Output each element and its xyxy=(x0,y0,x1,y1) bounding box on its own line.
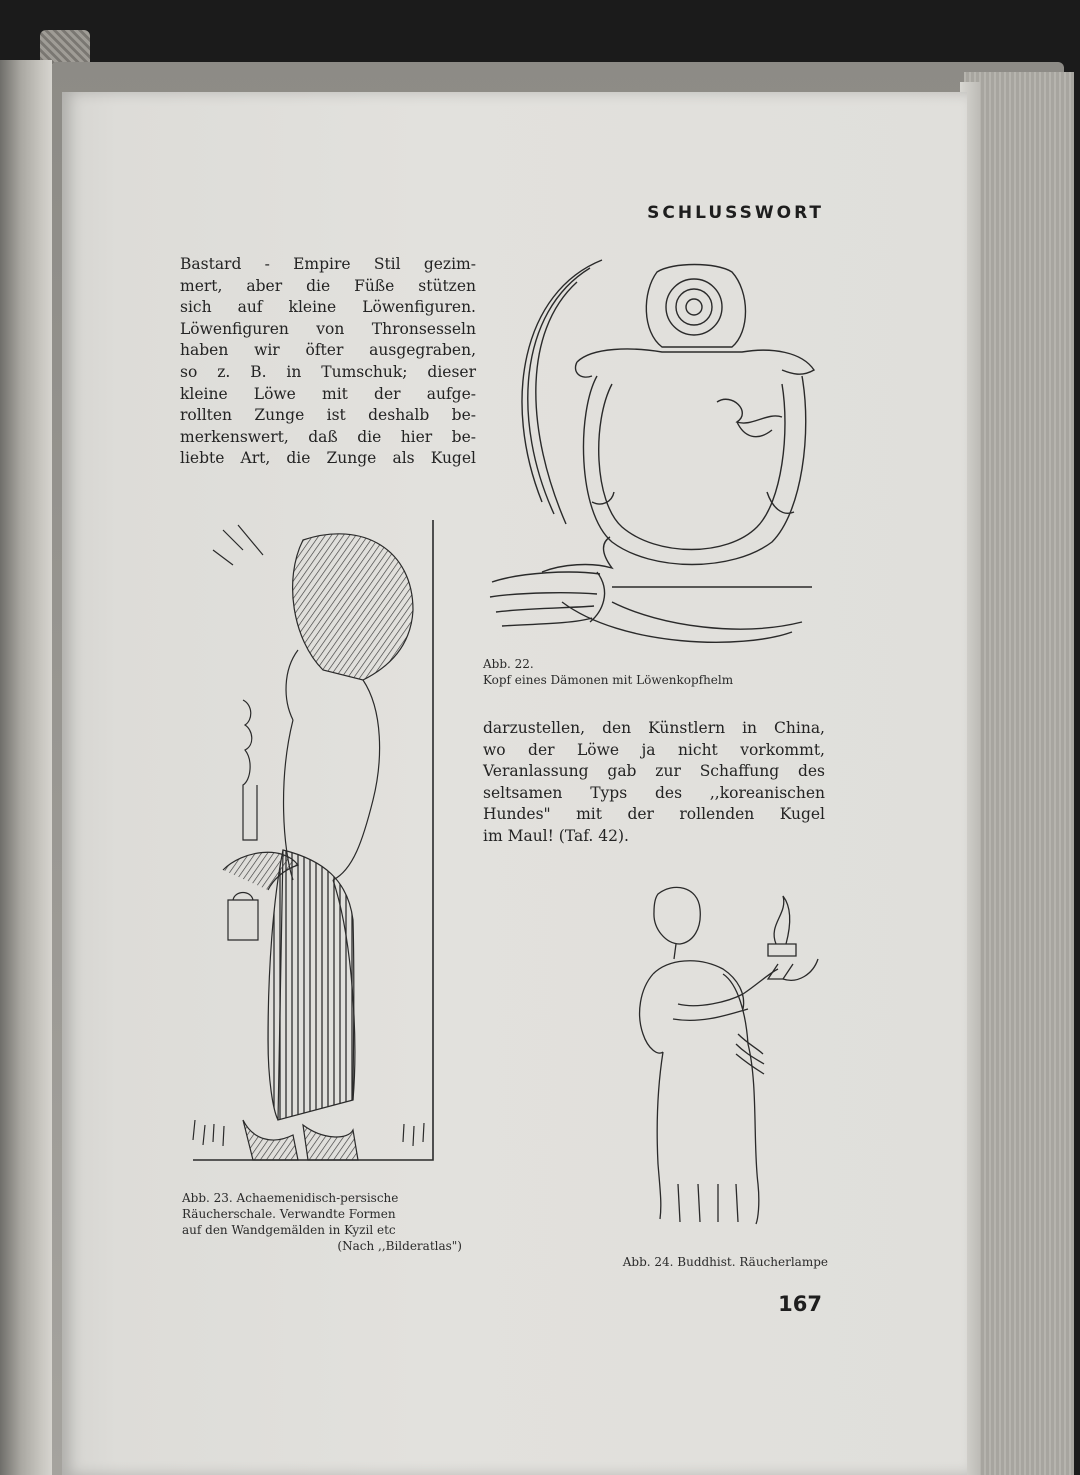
text-line: im Maul! (Taf. 42). xyxy=(483,826,629,845)
caption-line: (Nach ,,Bilderatlas") xyxy=(337,1239,462,1253)
text-line: wo der Löwe ja nicht vorkommt, xyxy=(483,740,825,759)
running-header: SCHLUSSWORT xyxy=(647,203,824,223)
figure-24-caption: Abb. 24. Buddhist. Räucherlampe xyxy=(622,1255,828,1269)
text-line: rollten Zunge ist deshalb be- xyxy=(180,406,476,425)
caption-line: auf den Wandgemälden in Kyzil etc xyxy=(182,1223,396,1237)
text-line: Löwenfiguren von Thronsesseln xyxy=(180,319,476,338)
previous-page-edge xyxy=(0,60,52,1475)
caption-line: Abb. 23. Achaemenidisch-persische xyxy=(182,1191,399,1205)
text-line: Bastard - Empire Stil gezim- xyxy=(180,255,476,273)
figure-22-label: Abb. 22. xyxy=(483,657,534,671)
figure-22-description: Kopf eines Dämonen mit Löwenkopfhelm xyxy=(483,673,734,687)
text-line: mert, aber die Füße stützen xyxy=(180,276,476,295)
text-line: Veranlassung gab zur Schaffung des xyxy=(483,762,825,781)
book-cover-side xyxy=(964,72,1074,1475)
caption-line: Räucherschale. Verwandte Formen xyxy=(182,1207,396,1221)
text-line: Hundes" mit der rollenden Kugel xyxy=(483,805,825,824)
text-line: merkenswert, daß die hier be- xyxy=(180,427,476,446)
figure-23-caption xyxy=(182,1190,462,1254)
figure-22-demon-head xyxy=(482,252,830,650)
text-line: seltsamen Typs des ,,koreanischen xyxy=(483,783,825,802)
text-line: liebte Art, die Zunge als Kugel xyxy=(180,449,476,468)
right-column-text xyxy=(483,718,825,848)
figure-24-buddhist-figure xyxy=(618,884,828,1229)
text-line: sich auf kleine Löwenfiguren. xyxy=(180,298,476,317)
text-line: so z. B. in Tumschuk; dieser xyxy=(180,362,476,381)
text-line: haben wir öfter ausgegraben, xyxy=(180,341,476,360)
figure-22-caption xyxy=(483,656,833,688)
text-line: darzustellen, den Künstlern in China, xyxy=(483,719,825,737)
figure-23-persian-relief xyxy=(183,520,451,1180)
page-number: 167 xyxy=(778,1292,822,1316)
text-line: kleine Löwe mit der aufge- xyxy=(180,384,476,403)
left-column-text xyxy=(180,254,476,470)
